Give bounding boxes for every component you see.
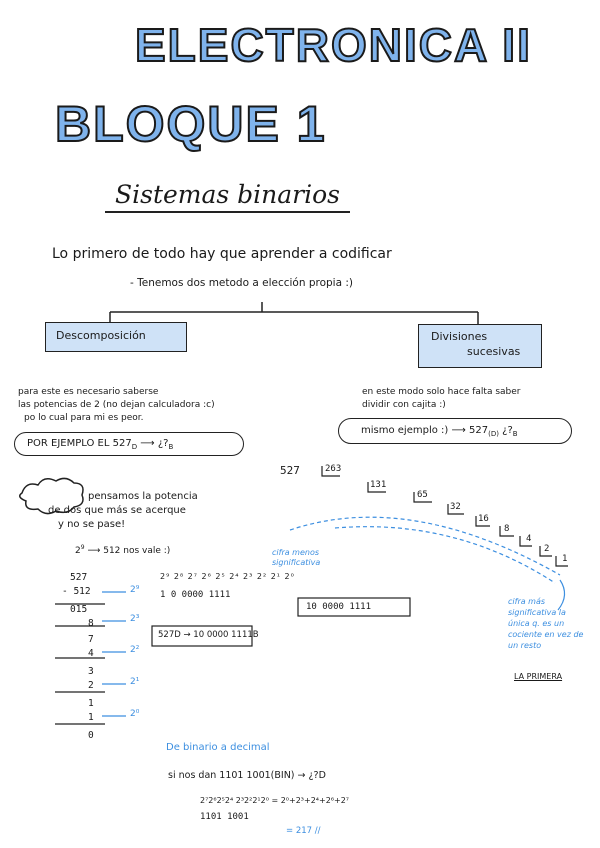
example-result-sub: B [168, 443, 174, 451]
method-label: Descomposición [56, 329, 146, 342]
left-line-1: para este es necesario saberse [18, 387, 159, 397]
dividend: 32 [450, 502, 461, 512]
example-result-sub-right: B [512, 430, 518, 438]
arrow-icon: ⟶ [140, 438, 155, 449]
lsb-note: cifra menos significativa [272, 548, 321, 567]
decomp-power-label: 2² [130, 645, 140, 655]
division-result: 10 0000 1111 [306, 602, 372, 612]
power-header: 2⁹ 2⁸ 2⁷ 2⁶ 2⁵ 2⁴ 2³ 2² 2¹ 2⁰ [160, 572, 295, 581]
page-title: ELECTRONICA II [135, 19, 532, 71]
decomp-row: 8 [88, 618, 94, 629]
example-sub-right: (D) [488, 430, 499, 438]
cloud-line-1: pensamos la potencia [88, 491, 198, 502]
bin-to-dec-line: si nos dan 1101 1001(BIN) → ¿?D [168, 770, 326, 781]
method-box-divisiones [418, 324, 542, 368]
dividend: 16 [478, 514, 489, 524]
dividend: 65 [417, 490, 428, 500]
dividend: 1 [562, 554, 568, 564]
power-bits: 1 0 0000 1111 [160, 590, 231, 600]
dividend: 527 [280, 464, 300, 477]
block-title: BLOQUE 1 [55, 96, 327, 152]
decomp-power-label: 2⁰ [130, 709, 140, 719]
right-line-2: dividir con cajita :) [362, 400, 446, 410]
decomp-row: 4 [88, 648, 94, 659]
left-line-3: po lo cual para mi es peor. [24, 413, 144, 423]
decomp-power-label: 2³ [130, 614, 140, 624]
dividend: 2 [544, 544, 550, 554]
decomp-row: 527 [70, 572, 88, 583]
decomp-row: 0 [88, 730, 94, 741]
power-exp: 9 [80, 544, 85, 551]
power-line [75, 544, 170, 556]
example-pill-right [338, 418, 572, 444]
cloud-line-2: de dos que más se acerque [48, 505, 186, 516]
dividend: 131 [370, 480, 387, 490]
intro-text: Lo primero de todo hay que aprender a codificar [52, 246, 392, 262]
decomp-row: 1 [88, 698, 94, 709]
decomp-row: 3 [88, 666, 94, 677]
bin-to-dec-result: = 217 // [286, 826, 321, 836]
decomp-row: 015 [70, 604, 88, 615]
section-subtitle: Sistemas binarios [115, 180, 341, 209]
decomp-power-label: 2⁹ [130, 585, 140, 595]
decomp-row: 7 [88, 634, 94, 645]
cloud-line-3: y no se pase! [58, 519, 126, 530]
dividend: 263 [325, 464, 342, 474]
example-number: 527 [112, 438, 132, 449]
msb-note: cifra más significativa la única q. es un cociente en vez de un resto [508, 597, 584, 650]
left-line-2: las potencias de 2 (no dejan calculadora :c) [18, 400, 215, 410]
method-label-line2: sucesivas [467, 345, 521, 358]
method-label-line1: Divisiones [431, 330, 488, 343]
dividend: 8 [504, 524, 510, 534]
example-prefix: POR EJEMPLO EL [27, 438, 110, 449]
power-result: 512 nos vale :) [103, 546, 171, 556]
cloud-note [48, 490, 198, 532]
example-sub: D [131, 443, 138, 451]
decomp-row: 2 [88, 680, 94, 691]
bin-to-dec-bits: 1101 1001 [200, 812, 249, 822]
dividend: 4 [526, 534, 532, 544]
example-text-right [339, 419, 571, 444]
arrow-icon: ⟶ [87, 546, 101, 556]
decomp-row: - 512 [62, 586, 91, 597]
first-note: LA PRIMERA [514, 672, 563, 681]
bin-to-dec-powers: 2⁷2⁶2⁵2⁴ 2³2²2¹2⁰ = 2⁰+2³+2⁴+2⁶+2⁷ [200, 796, 350, 805]
decomp-power-label: 2¹ [130, 677, 140, 687]
left-explanation [18, 386, 215, 425]
bin-to-dec-title: De binario a decimal [166, 742, 270, 753]
power-base: 2 [75, 546, 81, 556]
example-result: ¿? [157, 438, 169, 449]
right-line-1: en este modo solo hace falta saber [362, 387, 521, 397]
method-box-descomposicion [45, 322, 187, 352]
arrow-icon: ⟶ [451, 425, 466, 436]
example-pill-left [14, 432, 244, 456]
example-result-right: ¿? [502, 425, 513, 436]
example-prefix-right: mismo ejemplo :) [361, 425, 449, 436]
example-number-right: 527 [469, 425, 489, 436]
intro-subtext: - Tenemos dos metodo a elección propia :) [130, 277, 353, 289]
right-explanation [362, 386, 520, 412]
decomp-result: 527D → 10 0000 1111B [158, 630, 259, 640]
example-text [15, 433, 243, 456]
decomp-row: 1 [88, 712, 94, 723]
